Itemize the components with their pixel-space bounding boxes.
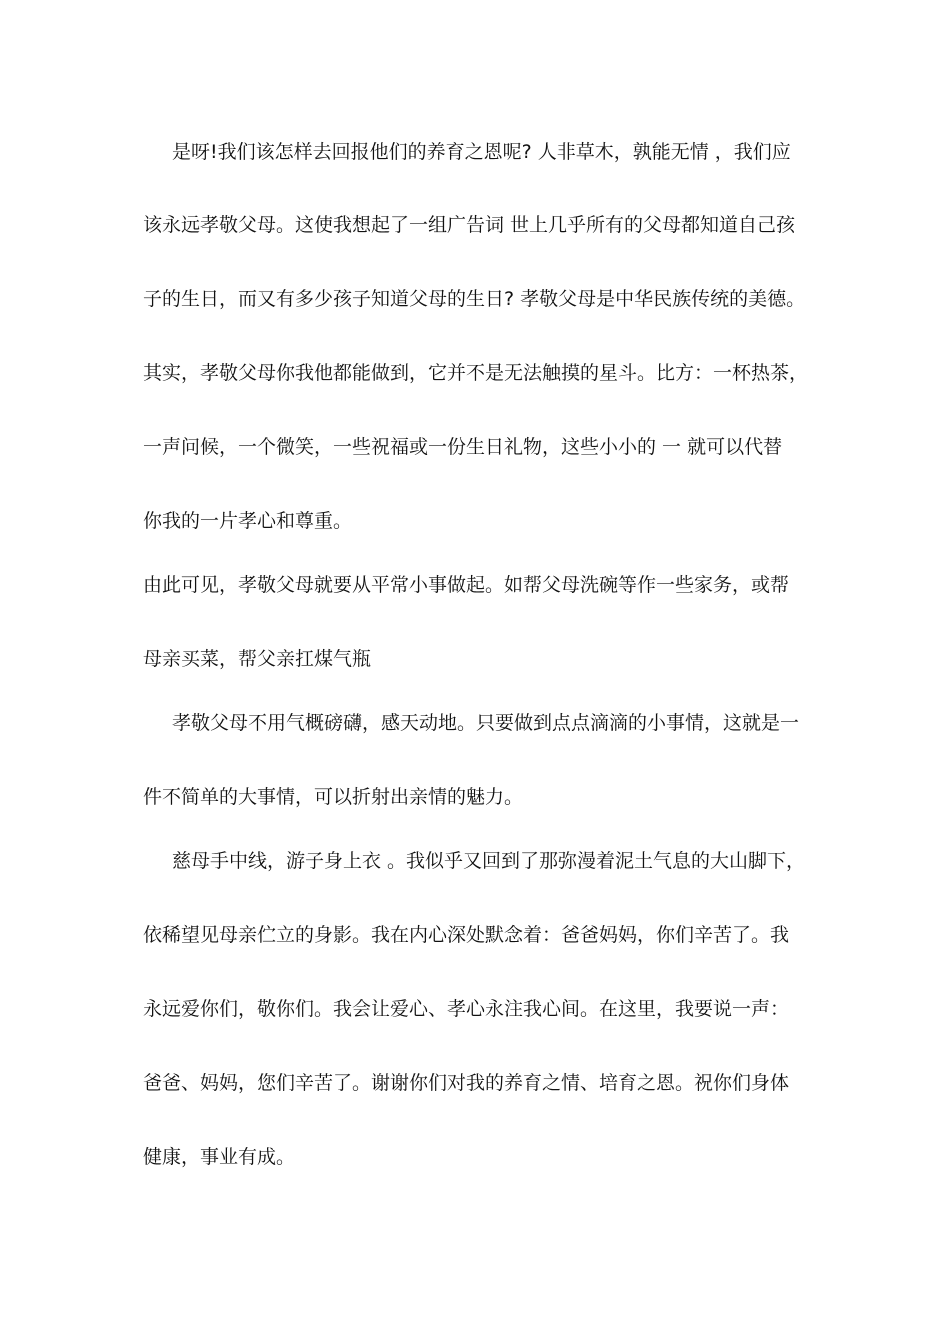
- paragraph-2-line-2: 母亲买菜，帮父亲扛煤气瓶: [143, 648, 372, 670]
- paragraph-1-line-5: 一声问候，一个微笑，一些祝福或一份生日礼物，这些小小的 一 就可以代替: [143, 436, 783, 458]
- paragraph-4-line-5: 健康，事业有成。: [143, 1146, 296, 1168]
- paragraph-4-line-2: 依稀望见母亲伫立的身影。我在内心深处默念着：爸爸妈妈，你们辛苦了。我: [143, 924, 790, 946]
- paragraph-2-line-1: 由此可见，孝敬父母就要从平常小事做起。如帮父母洗碗等作一些家务，或帮: [143, 574, 790, 596]
- paragraph-1-line-6: 你我的一片孝心和尊重。: [143, 510, 353, 532]
- paragraph-1-line-3: 子的生日，而又有多少孩子知道父母的生日? 孝敬父母是中华民族传统的美德。: [143, 288, 806, 310]
- paragraph-1-line-2: 该永远孝敬父母。这使我想起了一组广告词 世上几乎所有的父母都知道自己孩: [143, 214, 796, 236]
- paragraph-4-line-4: 爸爸、妈妈，您们辛苦了。谢谢你们对我的养育之情、培育之恩。祝你们身体: [143, 1072, 790, 1094]
- paragraph-1-line-1: 是呀!我们该怎样去回报他们的养育之恩呢? 人非草木，孰能无情 ，我们应: [172, 141, 791, 163]
- paragraph-3-line-1: 孝敬父母不用气概磅礴，感天动地。只要做到点点滴滴的小事情，这就是一: [172, 712, 800, 734]
- paragraph-4-line-1: 慈母手中线，游子身上衣 。我似乎又回到了那弥漫着泥土气息的大山脚下，: [172, 850, 806, 872]
- paragraph-4-line-3: 永远爱你们，敬你们。我会让爱心、孝心永注我心间。在这里，我要说一声：: [143, 998, 790, 1020]
- paragraph-1-line-4: 其实，孝敬父母你我他都能做到，它并不是无法触摸的星斗。比方：一杯热茶，: [143, 362, 809, 384]
- paragraph-3-line-2: 件不简单的大事情，可以折射出亲情的魅力。: [143, 786, 524, 808]
